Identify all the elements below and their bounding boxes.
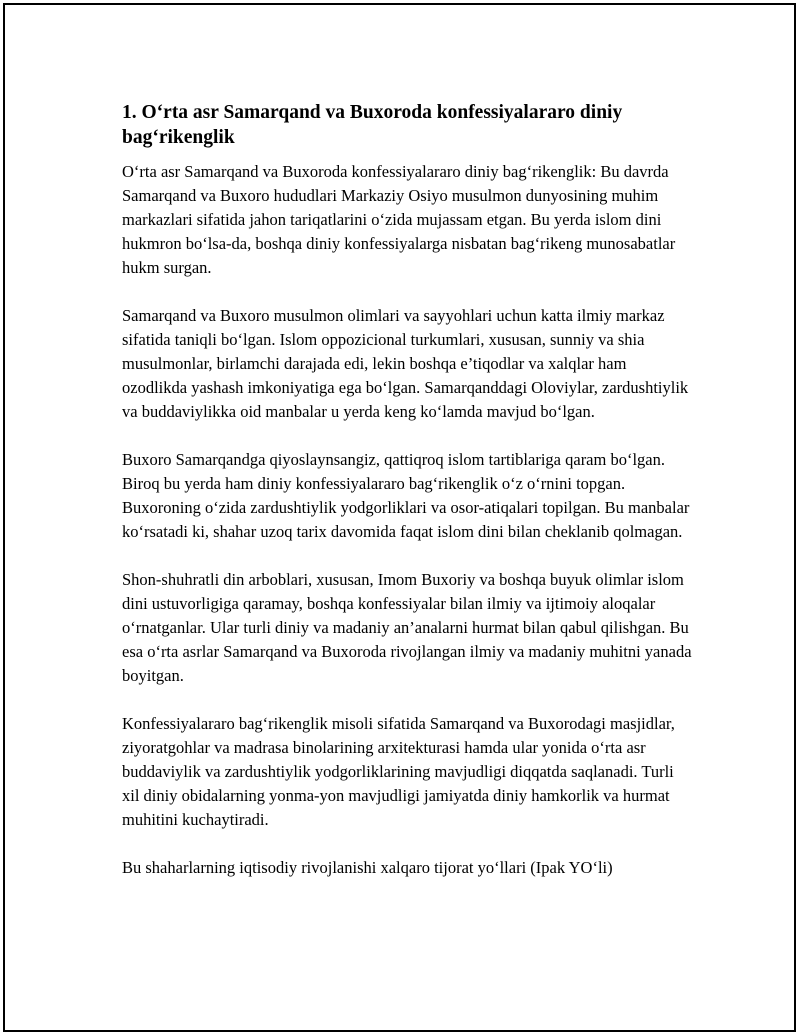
document-body	[122, 100, 692, 904]
paragraph-2: Samarqand va Buxoro musulmon olimlari va sayyohlari uchun katta ilmiy markaz sifatida taniqli bo‘lgan. Islom oppozicional turkumlari, xususan, sunniy va shia musulmonlar, birlamchi darajada edi, lekin boshqa e’tiqodlar va xalqlar ham ozodlikda yashash imkoniyatiga ega bo‘lgan. Samarqanddagi Oloviylar, zardushtiylik va buddaviylikka oid manbalar u yerda keng ko‘lamda mavjud bo‘lgan.	[122, 306, 689, 421]
paragraph-4: Shon-shuhratli din arboblari, xususan, Imom Buxoriy va boshqa buyuk olimlar islom dini ustuvorligiga qaramay, boshqa konfessiyalar bilan ilmiy va ijtimoiy aloqalar o‘rnatganlar. Ular turli diniy va madaniy an’analarni hurmat bilan qabul qilishgan. Bu esa o‘rta asrlar Samarqand va Buxoroda rivojlangan ilmiy va madaniy muhitni yanada boyitgan.	[122, 570, 692, 685]
paragraph-6: Bu shaharlarning iqtisodiy rivojlanishi xalqaro tijorat yo‘llari (Ipak YO‘li)	[122, 858, 613, 877]
paragraph-5: Konfessiyalararo bag‘rikenglik misoli sifatida Samarqand va Buxorodagi masjidlar, ziyoratgohlar va madrasa binolarining arxitekturasi hamda ular yonida o‘rta asr buddaviylik va zardushtiylik yodgorliklarining mavjudligi diqqatda saqlanadi. Turli xil diniy obidalarning yonma-yon mavjudligi jamiyatda diniy hamkorlik va hurmat muhitini kuchaytiradi.	[122, 714, 675, 829]
paragraph-3: Buxoro Samarqandga qiyoslaynsangiz, qattiqroq islom tartiblariga qaram bo‘lgan. Biroq bu yerda ham diniy konfessiyalararo bag‘rikenglik o‘z o‘rnini topgan. Buxoroning o‘zida zardushtiylik yodgorliklari va osor-atiqalari topilgan. Bu manbalar ko‘rsatadi ki, shahar uzoq tarix davomida faqat islom dini bilan cheklanib qolmagan.	[122, 450, 690, 541]
section-heading: 1. O‘rta asr Samarqand va Buxoroda konfessiyalararo diniy bag‘rikenglik	[122, 102, 623, 148]
paragraph-1: O‘rta asr Samarqand va Buxoroda konfessiyalararo diniy bag‘rikenglik: Bu davrda Samarqand va Buxoro hududlari Markaziy Osiyo musulmon dunyosining muhim markazlari sifatida jahon tariqatlarini o‘zida mujassam etgan. Bu yerda islom dini hukmron bo‘lsa-da, boshqa diniy konfessiyalarga nisbatan bag‘rikeng munosabatlar hukm surgan.	[122, 162, 676, 277]
page-frame	[3, 3, 796, 1032]
